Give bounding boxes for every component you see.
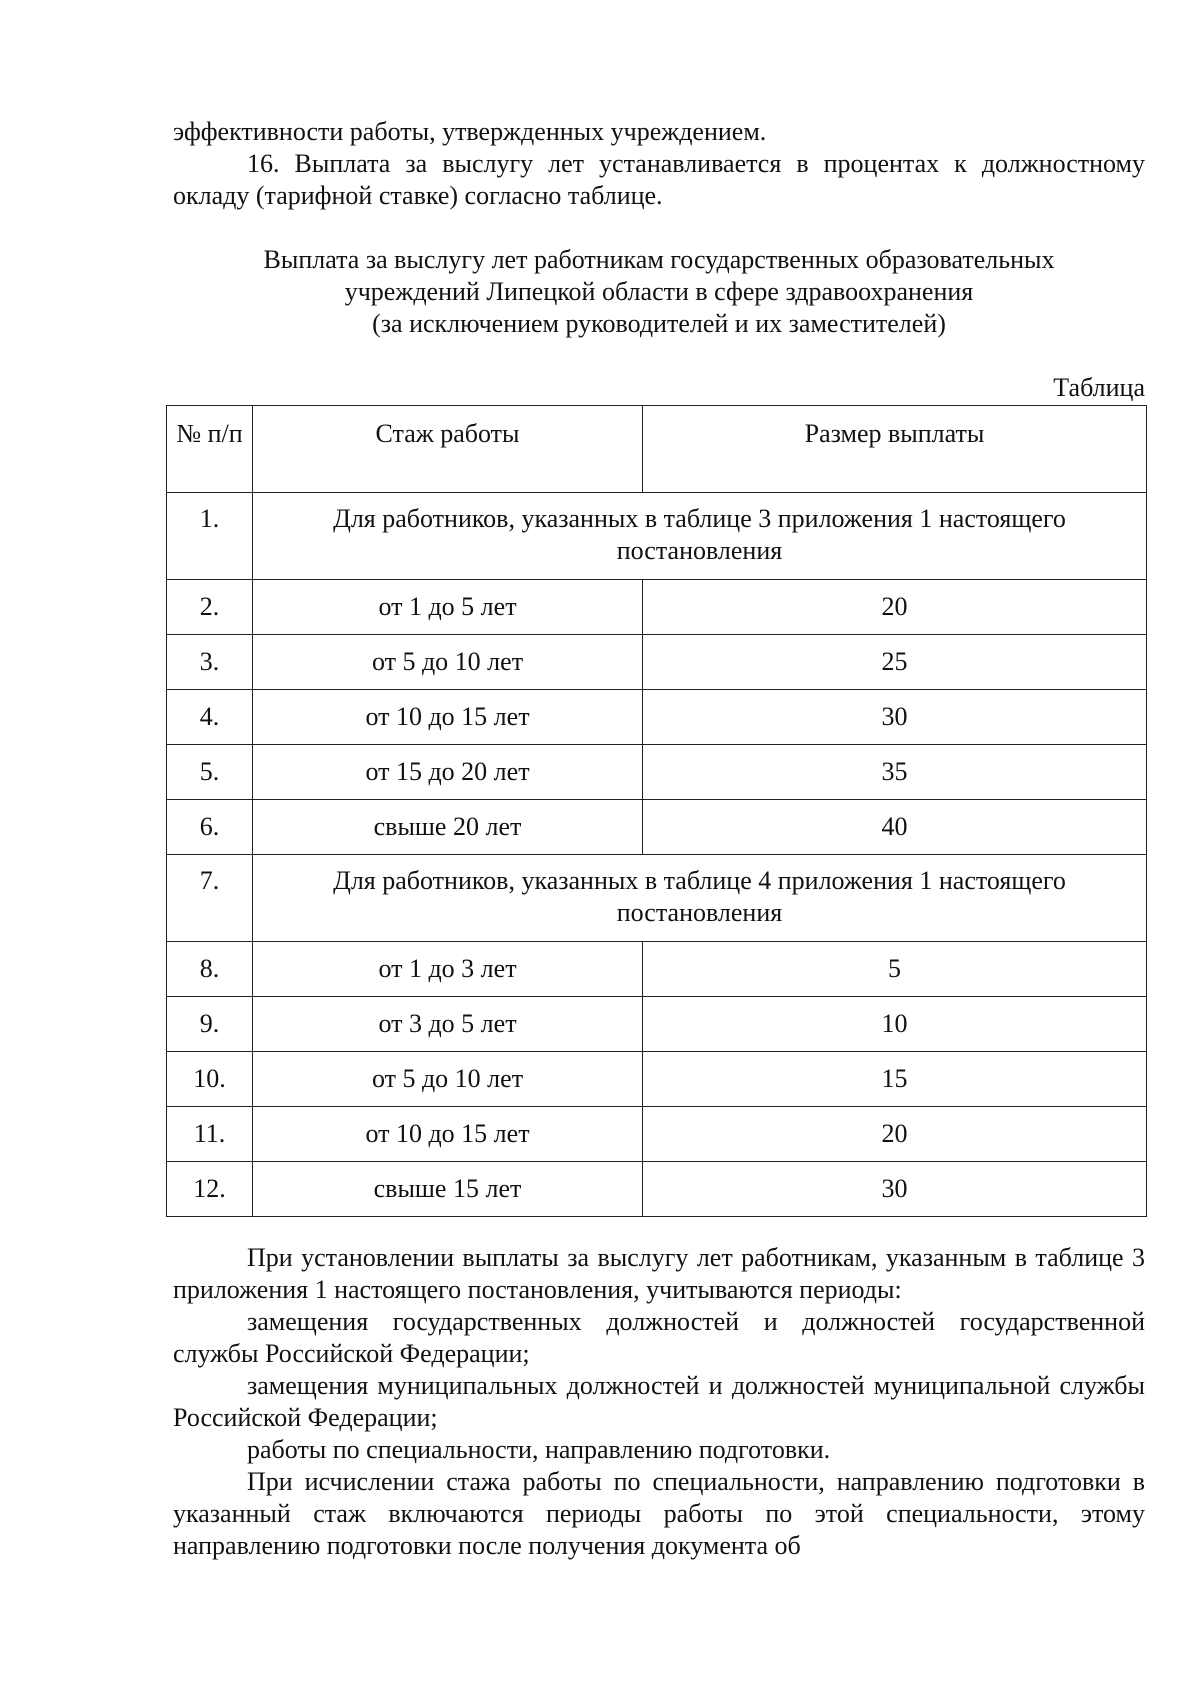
table-row [167, 745, 1147, 800]
row-experience: от 15 до 20 лет [253, 745, 643, 800]
row-payment: 40 [643, 800, 1147, 855]
row-experience: от 1 до 5 лет [253, 580, 643, 635]
table-row [167, 635, 1147, 690]
row-payment: 30 [643, 690, 1147, 745]
intro-text [173, 116, 1145, 212]
row-num: 3. [167, 635, 253, 690]
table-row [167, 580, 1147, 635]
outro-paragraph-1: При установлении выплаты за выслугу лет работникам, указанным в таблице 3 приложения 1 настоящего постановления, учитываются периоды: [173, 1243, 1145, 1304]
payment-table [166, 405, 1147, 1217]
heading-line-2: учреждений Липецкой области в сфере здравоохранения [344, 277, 974, 306]
row-num: 11. [167, 1107, 253, 1162]
outro-paragraph-3: замещения муниципальных должностей и должностей муниципальной службы Российской Федерации; [173, 1371, 1145, 1432]
row-num: 12. [167, 1162, 253, 1217]
row-payment: 20 [643, 580, 1147, 635]
row-experience: от 10 до 15 лет [253, 1107, 643, 1162]
row-payment: 20 [643, 1107, 1147, 1162]
row-experience: от 1 до 3 лет [253, 942, 643, 997]
table-row [167, 1162, 1147, 1217]
row-payment: 15 [643, 1052, 1147, 1107]
table-row [167, 1107, 1147, 1162]
row-num: 5. [167, 745, 253, 800]
row-experience: от 10 до 15 лет [253, 690, 643, 745]
row-payment: 25 [643, 635, 1147, 690]
group-num: 1. [167, 493, 253, 580]
outro-paragraph-4: работы по специальности, направлению подготовки. [247, 1435, 831, 1464]
table-header-row [167, 406, 1147, 493]
group-text: Для работников, указанных в таблице 4 приложения 1 настоящего постановления [253, 855, 1147, 942]
table-group-row [167, 855, 1147, 942]
header-experience: Стаж работы [253, 406, 643, 493]
row-payment: 35 [643, 745, 1147, 800]
outro-paragraph-2: замещения государственных должностей и должностей государственной службы Российской Федерации; [173, 1307, 1145, 1368]
row-payment: 5 [643, 942, 1147, 997]
intro-line: эффективности работы, утвержденных учреждением. [173, 117, 767, 146]
heading-line-1: Выплата за выслугу лет работникам государственных образовательных [263, 245, 1055, 274]
table-row [167, 997, 1147, 1052]
table-row [167, 800, 1147, 855]
row-experience: свыше 15 лет [253, 1162, 643, 1217]
row-num: 4. [167, 690, 253, 745]
outro-paragraph-5: При исчислении стажа работы по специальности, направлению подготовки в указанный стаж включаются периоды работы по этой специальности, этому направлению подготовки после получения документа об [173, 1467, 1145, 1560]
row-num: 6. [167, 800, 253, 855]
outro-text [173, 1242, 1145, 1562]
row-experience: от 5 до 10 лет [253, 1052, 643, 1107]
table-heading [173, 244, 1145, 340]
row-payment: 10 [643, 997, 1147, 1052]
group-num: 7. [167, 855, 253, 942]
row-experience: от 5 до 10 лет [253, 635, 643, 690]
row-num: 10. [167, 1052, 253, 1107]
header-num: № п/п [167, 406, 253, 493]
row-payment: 30 [643, 1162, 1147, 1217]
header-payment: Размер выплаты [643, 406, 1147, 493]
table-row [167, 1052, 1147, 1107]
row-experience: свыше 20 лет [253, 800, 643, 855]
row-num: 2. [167, 580, 253, 635]
paragraph-16: 16. Выплата за выслугу лет устанавливается в процентах к должностному окладу (тарифной ставке) согласно таблице. [173, 149, 1145, 210]
table-row [167, 690, 1147, 745]
table-row [167, 942, 1147, 997]
row-num: 9. [167, 997, 253, 1052]
table-group-row [167, 493, 1147, 580]
group-text: Для работников, указанных в таблице 3 приложения 1 настоящего постановления [253, 493, 1147, 580]
row-experience: от 3 до 5 лет [253, 997, 643, 1052]
row-num: 8. [167, 942, 253, 997]
table-label: Таблица [1053, 373, 1145, 402]
heading-line-3: (за исключением руководителей и их заместителей) [372, 309, 946, 338]
